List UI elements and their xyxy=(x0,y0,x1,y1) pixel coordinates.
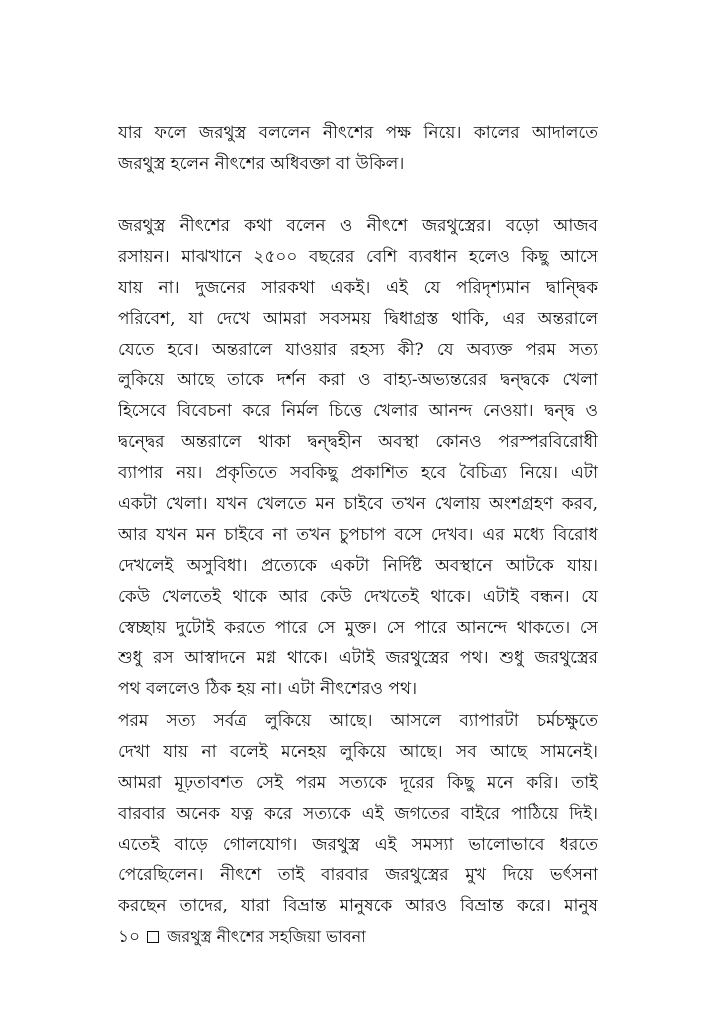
text-line: হিসেবে বিবেচনা করে নির্মল চিত্তে খেলার আনন্দ নেওয়া। দ্বন্দ্ব ও xyxy=(118,401,598,422)
text-line: লুকিয়ে আছে তাকে দর্শন করা ও বাহ্য-অভ্যন্তরের দ্বন্দ্বকে খেলা xyxy=(118,370,598,391)
text-line: পরম সত্য সর্বত্র লুকিয়ে আছে। আসলে ব্যাপারটা চর্মচক্ষুতে xyxy=(118,711,598,731)
text-line: করছেন তাদের, যারা বিভ্রান্ত মানুষকে আরও বিভ্রান্ত করে। মানুষ xyxy=(118,896,598,917)
text-line: দেখলেই অসুবিধা। প্রত্যেকে একটা নির্দিষ্ট অবস্থানে আটকে যায়। xyxy=(118,555,598,576)
text-line: স্বেচ্ছায় দুটোই করতে পারে সে মুক্ত। সে পারে আনন্দে থাকতে। সে xyxy=(118,617,598,638)
paragraph-3 xyxy=(118,706,598,922)
text-line: জরথুস্ত্র নীৎশের কথা বলেন ও নীৎশে জরথুস্ত্রের। বড়ো আজব xyxy=(118,216,598,236)
page-footer xyxy=(118,922,366,952)
text-line: শুধু রস আস্বাদনে মগ্ন থাকে। এটাই জরথুস্ত্রের পথ। শুধু জরথুস্ত্রের xyxy=(118,648,598,669)
paragraph-2 xyxy=(118,211,598,705)
text-line: যায় না। দুজনের সারকথা একই। এই যে পরিদৃশ্যমান দ্বান্দ্বিক xyxy=(118,277,598,298)
text-line: রসায়ন। মাঝখানে ২৫০০ বছরের বেশি ব্যবধান হলেও কিছু আসে xyxy=(118,246,598,267)
running-title: জরথুস্ত্র নীৎশের সহজিয়া ভাবনা xyxy=(167,927,366,946)
paragraph-1 xyxy=(118,118,598,180)
text-line: পরিবেশ, যা দেখে আমরা সবসময় দ্বিধাগ্রস্ত থাকি, এর অন্তরালে xyxy=(118,308,598,329)
text-line: একটা খেলা। যখন খেলতে মন চাইবে তখন খেলায় অংশগ্রহণ করব, xyxy=(118,494,598,515)
text-line: আর যখন মন চাইবে না তখন চুপচাপ বসে দেখব। এর মধ্যে বিরোধ xyxy=(118,524,598,545)
text-line: আমরা মূঢ়তাবশত সেই পরম সত্যকে দূরের কিছু মনে করি। তাই xyxy=(118,772,598,793)
text-line: যেতে হবে। অন্তরালে যাওয়ার রহস্য কী? যে অব্যক্ত পরম সত্য xyxy=(118,339,598,360)
text-line: দেখা যায় না বলেই মনেহয় লুকিয়ে আছে। সব আছে সামনেই। xyxy=(118,741,598,762)
text-line: কেউ খেলতেই থাকে আর কেউ দেখতেই থাকে। এটাই বন্ধন। যে xyxy=(118,586,598,607)
square-outline-icon xyxy=(147,931,159,943)
text-line: ব্যাপার নয়। প্রকৃতিতে সবকিছু প্রকাশিত হবে বৈচিত্র্য নিয়ে। এটা xyxy=(118,463,598,484)
text-line: পেরেছিলেন। নীৎশে তাই বারবার জরথুস্ত্রের মুখ দিয়ে ভর্ৎসনা xyxy=(118,865,598,886)
text-line: জরথুস্ত্র হলেন নীৎশের অধিবক্তা বা উকিল। xyxy=(118,153,405,174)
text-line: যার ফলে জরথুস্ত্র বললেন নীৎশের পক্ষ নিয়ে। কালের আদালতে xyxy=(118,123,598,143)
text-line: দ্বন্দ্বের অন্তরালে থাকা দ্বন্দ্বহীন অবস্থা কোনও পরস্পরবিরোধী xyxy=(118,432,598,453)
text-line: এতেই বাড়ে গোলযোগ। জরথুস্ত্র এই সমস্যা ভালোভাবে ধরতে xyxy=(118,834,598,855)
page-number: ১০ xyxy=(118,927,141,947)
text-line: বারবার অনেক যত্ন করে সত্যকে এই জগতের বাইরে পাঠিয়ে দিই। xyxy=(118,803,598,824)
text-line: পথ বললেও ঠিক হয় না। এটা নীৎশেরও পথ। xyxy=(118,679,418,700)
